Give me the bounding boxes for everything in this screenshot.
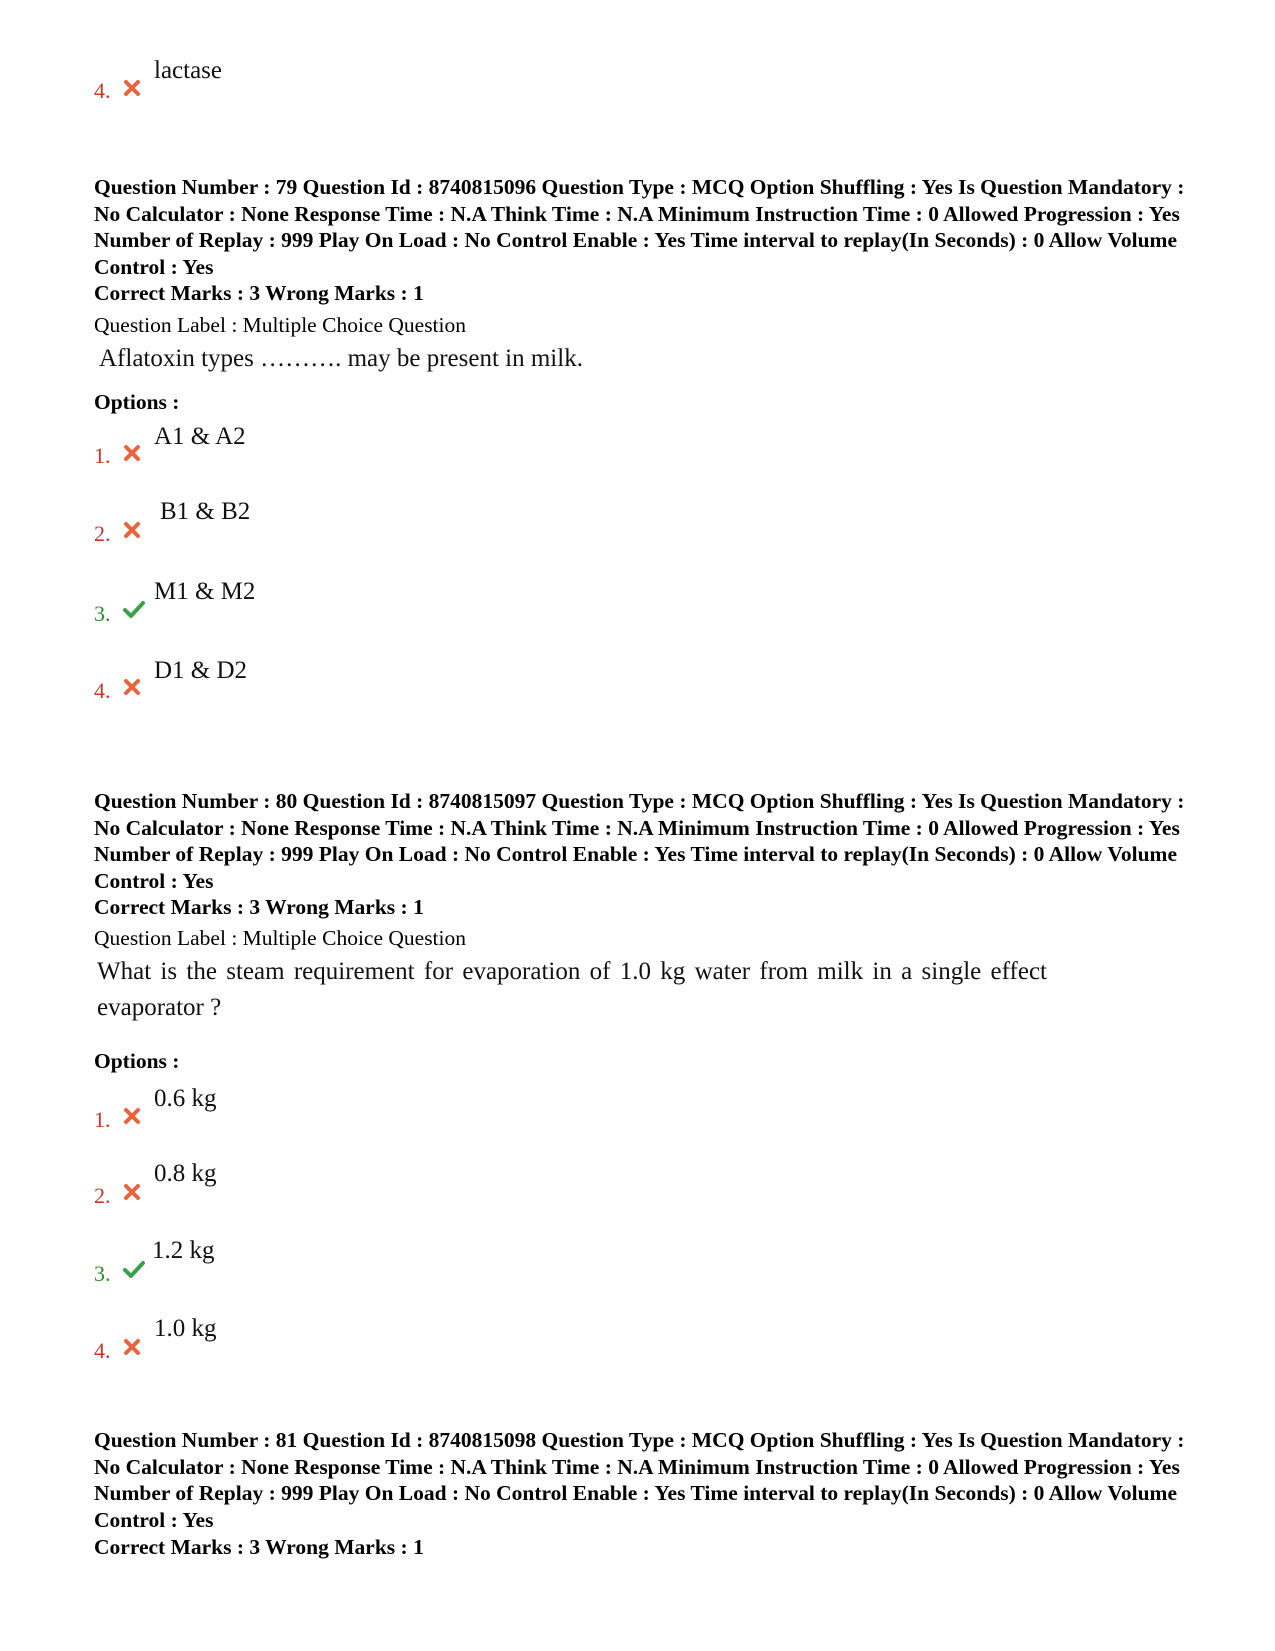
question-label: Question Label : Multiple Choice Question bbox=[94, 313, 467, 337]
cross-icon bbox=[122, 1182, 142, 1202]
check-icon bbox=[122, 1259, 146, 1279]
cross-icon bbox=[122, 443, 142, 463]
option-text: B1 & B2 bbox=[160, 498, 251, 525]
option-text: 1.2 kg bbox=[152, 1237, 215, 1264]
question-marks: Correct Marks : 3 Wrong Marks : 1 bbox=[94, 895, 424, 919]
cross-icon bbox=[122, 1106, 142, 1126]
option-number: 4. bbox=[94, 678, 111, 703]
cross-icon bbox=[122, 78, 142, 98]
question-marks: Correct Marks : 3 Wrong Marks : 1 bbox=[94, 1535, 424, 1559]
option-text: 1.0 kg bbox=[154, 1315, 217, 1342]
option-number: 3. bbox=[94, 601, 111, 626]
cross-icon bbox=[122, 1337, 142, 1357]
question-meta: Question Number : 80 Question Id : 8740815097 Question Type : MCQ Option Shuffling : Yes Is Question Mandatory : No Calculator : None Response Time : N.A Think Time : N.A Minimum Instruction Time : 0 Allowed Progression : Yes Number of Replay : 999 Play On Load : No Control Enable : Yes Time interval to replay(In Seconds) : 0 Allow Volume Control : Yes bbox=[94, 789, 1185, 893]
options-header: Options : bbox=[94, 1049, 180, 1073]
check-icon bbox=[122, 599, 146, 619]
option-number: 2. bbox=[94, 521, 111, 546]
option-text: M1 & M2 bbox=[154, 578, 256, 605]
option-number: 4. bbox=[94, 1338, 111, 1363]
cross-icon bbox=[122, 520, 142, 540]
question-label: Question Label : Multiple Choice Question bbox=[94, 926, 467, 950]
option-number: 2. bbox=[94, 1183, 111, 1208]
option-text: A1 & A2 bbox=[154, 423, 246, 450]
option-text: 0.8 kg bbox=[154, 1160, 217, 1187]
option-text: D1 & D2 bbox=[154, 657, 248, 684]
option-text: 0.6 kg bbox=[154, 1085, 217, 1112]
cross-icon bbox=[122, 677, 142, 697]
question-marks: Correct Marks : 3 Wrong Marks : 1 bbox=[94, 281, 424, 305]
option-number: 1. bbox=[94, 443, 111, 468]
options-header: Options : bbox=[94, 390, 180, 414]
option-text: lactase bbox=[154, 57, 223, 84]
question-stem: What is the steam requirement for evaporation of 1.0 kg water from milk in a single effect evaporator ? bbox=[97, 958, 1047, 1021]
option-number: 1. bbox=[94, 1107, 111, 1132]
question-stem: Aflatoxin types ………. may be present in milk. bbox=[99, 345, 583, 372]
question-meta: Question Number : 81 Question Id : 8740815098 Question Type : MCQ Option Shuffling : Yes Is Question Mandatory : No Calculator : None Response Time : N.A Think Time : N.A Minimum Instruction Time : 0 Allowed Progression : Yes Number of Replay : 999 Play On Load : No Control Enable : Yes Time interval to replay(In Seconds) : 0 Allow Volume Control : Yes bbox=[94, 1428, 1185, 1532]
option-number: 4. bbox=[94, 78, 111, 103]
option-number: 3. bbox=[94, 1261, 111, 1286]
question-meta: Question Number : 79 Question Id : 8740815096 Question Type : MCQ Option Shuffling : Yes Is Question Mandatory : No Calculator : None Response Time : N.A Think Time : N.A Minimum Instruction Time : 0 Allowed Progression : Yes Number of Replay : 999 Play On Load : No Control Enable : Yes Time interval to replay(In Seconds) : 0 Allow Volume Control : Yes bbox=[94, 175, 1185, 279]
